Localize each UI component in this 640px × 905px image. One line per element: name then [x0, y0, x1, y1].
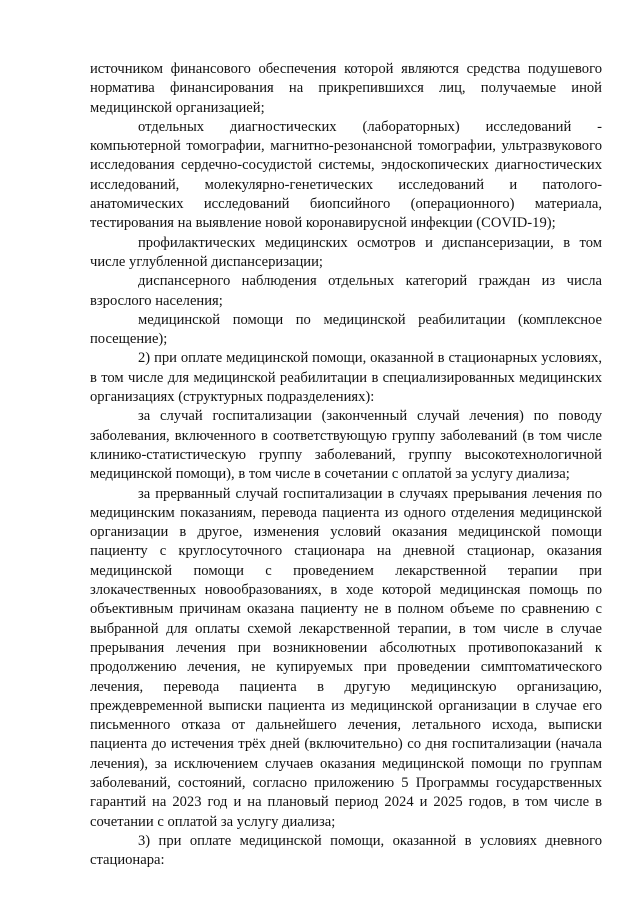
paragraph-interrupted-case: за прерванный случай госпитализации в случаях прерывания лечения по медицинским показаниям, перевода пациента из одного отделения медицинской организации в другое, изменения условий оказания медицинской помощи пациенту с круглосуточного стационара на дневной стационар, оказания медицинской помощи с проведением лекарственной терапии при злокачественных новообразованиях, в ходе которой медицинская помощь по объективным причинам оказана пациенту не в полном объеме по сравнению с выбранной для оплаты схемой лекарственной терапии, в том числе в случае прерывания лечения при возникновении абсолютных противопоказаний к продолжению лечения, не купируемых при проведении симптоматического лечения, перевода пациента в другую медицинскую организацию, преждевременной выписки пациента из медицинской организации в случае его письменного отказа от дальнейшего лечения, летального исхода, выписки пациента до истечения трёх дней (включительно) со дня госпитализации (начала лечения), за исключением случаев оказания медицинской помощи по группам заболеваний, состояний, согласно приложению 5 Программы государственных гарантий на 2023 год и на плановый период 2024 и 2025 годов, в том числе в сочетании с оплатой за услугу диализа;	[90, 485, 602, 830]
paragraph-continuation: источником финансового обеспечения которой являются средства подушевого норматива финансирования на прикрепившихся лиц, получаемые иной медицинской организацией;	[90, 61, 602, 116]
paragraph-diagnostic-tests: отдельных диагностических (лабораторных) исследований - компьютерной томографии, магнитно-резонансной томографии, ультразвукового исследования сердечно-сосудистой системы, эндоскопических диагностических исследований, молекулярно-генетических исследований и патолого-анатомических исследований биопсийного (операционного) материала, тестирования на выявление новой коронавирусной инфекции (COVID-19);	[90, 118, 602, 232]
paragraph-preventive-exams: профилактических медицинских осмотров и диспансеризации, в том числе углубленной диспансеризации;	[90, 234, 602, 270]
paragraph-item-3-day-hospital: 3) при оплате медицинской помощи, оказанной в условиях дневного стационара:	[90, 832, 602, 869]
paragraph-medical-rehabilitation: медицинской помощи по медицинской реабилитации (комплексное посещение);	[90, 311, 602, 348]
document-page	[90, 60, 602, 870]
paragraph-dispensary-observation: диспансерного наблюдения отдельных категорий граждан из числа взрослого населения;	[90, 273, 602, 309]
paragraph-item-2-inpatient: 2) при оплате медицинской помощи, оказанной в стационарных условиях, в том числе для медицинской реабилитации в специализированных медицинских организациях (структурных подразделениях):	[90, 350, 602, 406]
paragraph-hospitalization-case: за случай госпитализации (законченный случай лечения) по поводу заболевания, включенного в соответствующую группу заболеваний (в том числе клинико-статистическую группу заболеваний, группу высокотехнологичной медицинской помощи), в том числе в сочетании с оплатой за услугу диализа;	[90, 408, 602, 483]
